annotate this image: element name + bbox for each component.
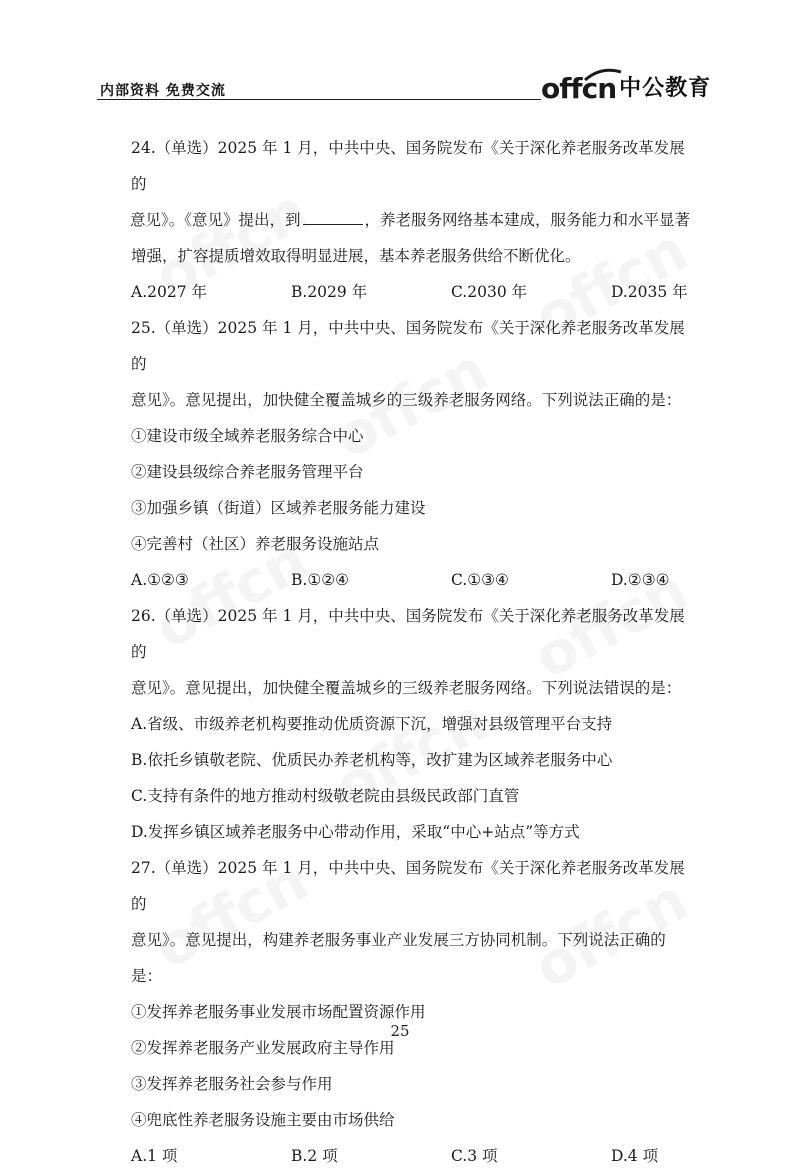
option-c: C.①③④ <box>451 571 509 589</box>
fill-in-blank <box>303 210 363 225</box>
choice-d: D.发挥乡镇区域养老服务中心带动作用，采取“中心+站点”等方式 <box>131 823 580 841</box>
statement-item: ③加强乡镇（街道）区域养老服务能力建设 <box>131 499 426 517</box>
choice-a: A.省级、市级养老机构要推动优质资源下沉，增强对县级管理平台支持 <box>131 715 613 733</box>
logo-cjk-text: 中公教育 <box>619 76 712 101</box>
option-d: D.2035 年 <box>611 283 688 301</box>
choice-b: B.依托乡镇敬老院、优质民办养老机构等，改扩建为区域养老服务中心 <box>131 751 613 769</box>
question-stem-line: 26.（单选）2025 年 1 月，中共中央、国务院发布《关于深化养老服务改革发展的 <box>131 607 685 661</box>
option-b: B.2 项 <box>291 1147 338 1165</box>
page-number: 25 <box>390 1022 410 1040</box>
answer-options <box>131 562 691 598</box>
question-stem-line: 25.（单选）2025 年 1 月，中共中央、国务院发布《关于深化养老服务改革发展的 <box>131 319 685 373</box>
header-title: 内部资料 免费交流 <box>100 83 226 99</box>
statement-item: ②发挥养老服务产业发展政府主导作用 <box>131 1039 395 1057</box>
question-24 <box>131 130 691 310</box>
question-stem-line: 27.（单选）2025 年 1 月，中共中央、国务院发布《关于深化养老服务改革发展的 <box>131 859 685 913</box>
option-b: B.①②④ <box>291 571 350 589</box>
question-stem-line: 增强，扩容提质增效取得明显进展，基本养老服务供给不断优化。 <box>131 247 581 265</box>
option-a: A.2027 年 <box>131 283 207 301</box>
question-stem-text: ，养老服务网络基本建成，服务能力和水平显著 <box>364 211 691 229</box>
answer-options <box>131 274 691 310</box>
question-27 <box>131 850 691 1174</box>
logo-latin-text: offcn <box>541 72 617 105</box>
logo-swoosh-icon <box>583 68 623 82</box>
question-stem-line <box>130 202 691 238</box>
question-content <box>131 130 691 1174</box>
question-25 <box>131 310 691 598</box>
statement-item: ③发挥养老服务社会参与作用 <box>131 1075 333 1093</box>
question-26 <box>131 598 691 850</box>
option-a: A.1 项 <box>131 1147 178 1165</box>
question-stem-text: 意见》。《意见》提出，到 <box>130 211 301 229</box>
question-stem-line: 意见》。意见提出，加快健全覆盖城乡的三级养老服务网络。下列说法错误的是： <box>131 679 682 697</box>
option-c: C.2030 年 <box>451 283 528 301</box>
option-b: B.2029 年 <box>291 283 368 301</box>
statement-item: ④完善村（社区）养老服务设施站点 <box>131 535 380 553</box>
statement-item: ②建设县级综合养老服务管理平台 <box>131 463 364 481</box>
option-c: C.3 项 <box>451 1147 498 1165</box>
option-a: A.①②③ <box>131 571 189 589</box>
question-stem-line: 意见》。意见提出，加快健全覆盖城乡的三级养老服务网络。下列说法正确的是： <box>131 391 682 409</box>
option-d: D.②③④ <box>611 571 670 589</box>
offcn-logo <box>541 66 711 104</box>
header-divider <box>97 99 541 100</box>
question-stem-line: 意见》。意见提出，构建养老服务事业产业发展三方协同机制。下列说法正确的是： <box>131 931 666 985</box>
answer-options <box>131 1138 691 1174</box>
statement-item: ④兜底性养老服务设施主要由市场供给 <box>131 1111 395 1129</box>
statement-item: ①建设市级全域养老服务综合中心 <box>131 427 364 445</box>
option-d: D.4 项 <box>611 1147 659 1165</box>
statement-item: ①发挥养老服务事业发展市场配置资源作用 <box>131 1003 426 1021</box>
choice-c: C.支持有条件的地方推动村级敬老院由县级民政部门直管 <box>131 787 520 805</box>
question-stem-line: 24.（单选）2025 年 1 月，中共中央、国务院发布《关于深化养老服务改革发展的 <box>131 139 685 193</box>
